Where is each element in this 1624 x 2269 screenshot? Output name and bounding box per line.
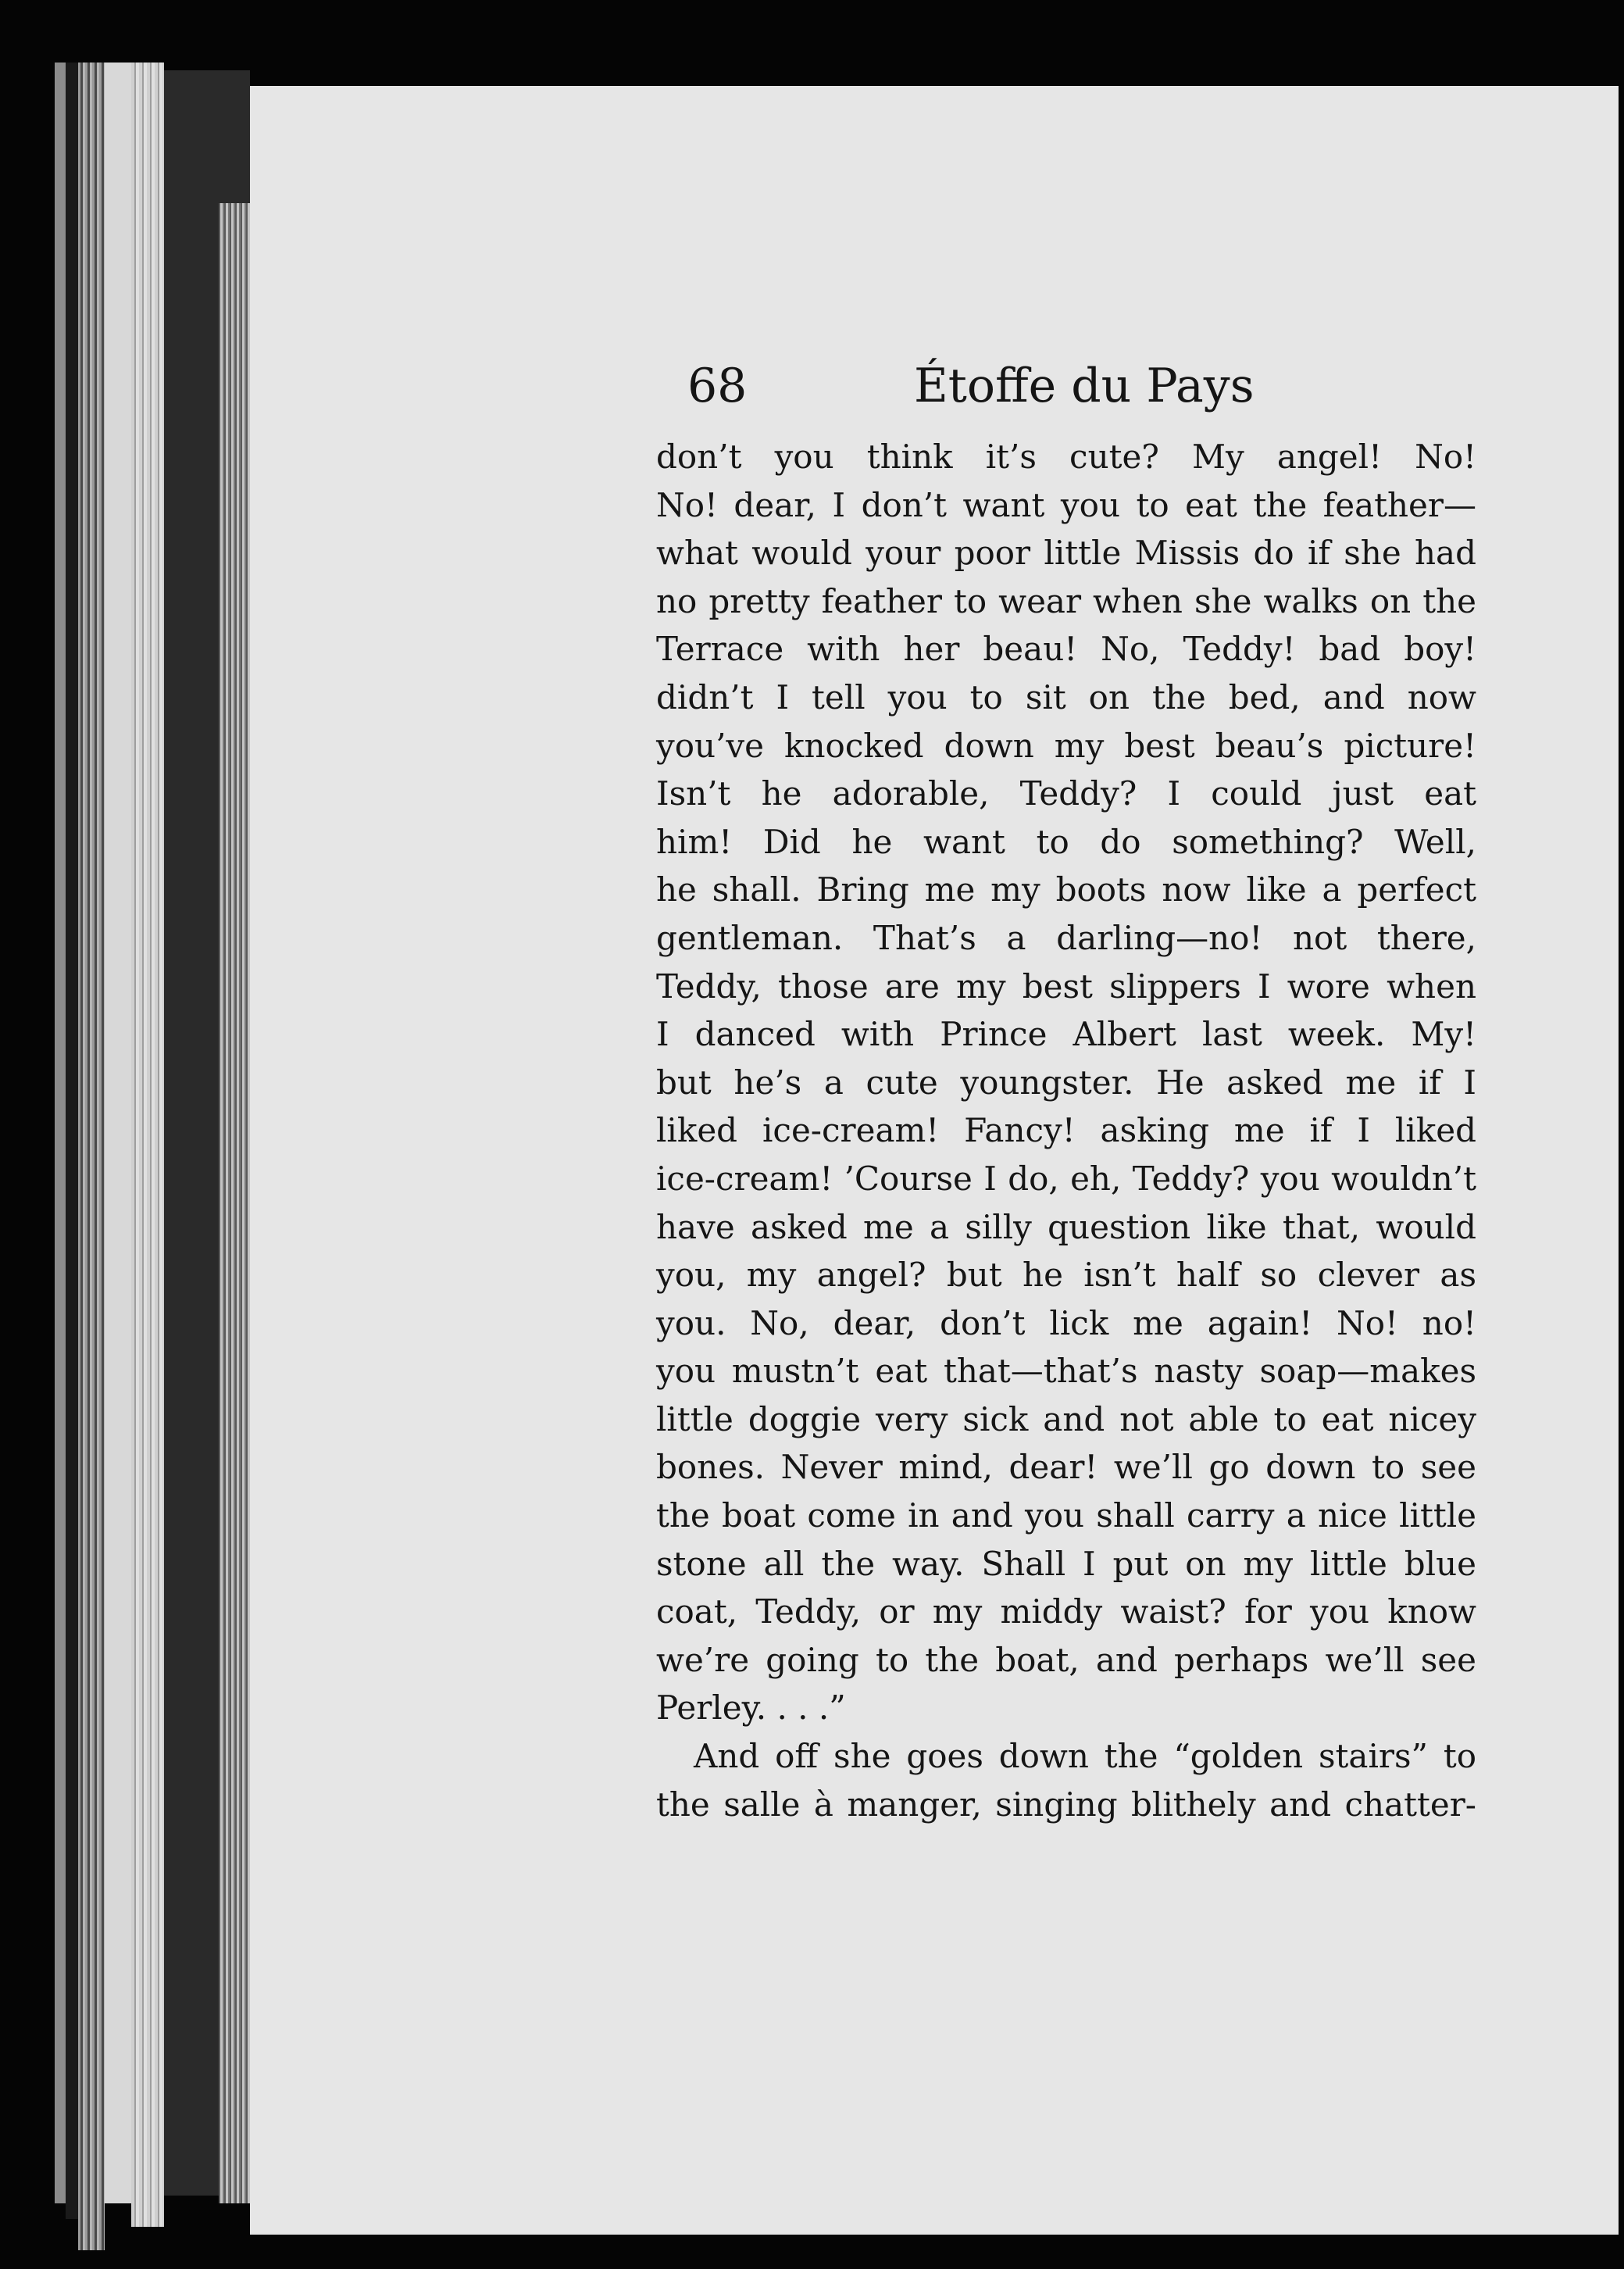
text-line: Teddy, those are my best slippers I wore when <box>656 967 1476 1006</box>
text-line: stone all the way. Shall I put on my little blue <box>656 1544 1476 1583</box>
text-line: he shall. Bring me my boots now like a perfect <box>656 870 1476 909</box>
text-line: the boat come in and you shall carry a nice little <box>656 1496 1476 1535</box>
page-header <box>586 339 1476 433</box>
text-line: ice-cream! ’Course I do, eh, Teddy? you wouldn’t <box>656 1159 1476 1198</box>
text-line: him! Did he want to do something? Well, <box>656 822 1476 861</box>
book-edge <box>105 63 131 2203</box>
text-line: No! dear, I don’t want you to eat the feather— <box>656 485 1476 524</box>
text-line: we’re going to the boat, and perhaps we’ll see <box>656 1640 1476 1679</box>
text-line: Isn’t he adorable, Teddy? I could just eat <box>656 774 1476 813</box>
text-line: you. No, dear, don’t lick me again! No! no! <box>656 1303 1476 1342</box>
text-line: the salle à manger, singing blithely and chatter- <box>656 1785 1476 1824</box>
text-line: you’ve knocked down my best beau’s picture! <box>656 726 1476 765</box>
text-line: what would your poor little Missis do if she had <box>656 534 1476 573</box>
text-line: Terrace with her beau! No, Teddy! bad boy! <box>656 630 1476 669</box>
text-line: no pretty feather to wear when she walks on the <box>656 581 1476 620</box>
page-content <box>586 339 1476 1828</box>
text-line: don’t you think it’s cute? My angel! No! <box>656 438 1476 476</box>
text-line: liked ice-cream! Fancy! asking me if I liked <box>656 1111 1476 1150</box>
text-line: have asked me a silly question like that, would <box>656 1207 1476 1246</box>
text-line: And off she goes down the “golden stairs” to <box>694 1737 1476 1776</box>
text-line: coat, Teddy, or my middy waist? for you know <box>656 1592 1476 1631</box>
running-title: Étoffe du Pays <box>914 359 1255 413</box>
book-edge <box>219 203 250 2203</box>
text-line: you, my angel? but he isn’t half so clever as <box>656 1256 1476 1295</box>
book-page <box>250 86 1619 2235</box>
text-line: bones. Never mind, dear! we’ll go down to see <box>656 1448 1476 1487</box>
text-line: you mustn’t eat that—that’s nasty soap—makes <box>656 1352 1476 1391</box>
book-edge <box>78 63 105 2250</box>
text-line: but he’s a cute youngster. He asked me if I <box>656 1063 1476 1102</box>
book-edge <box>131 63 164 2227</box>
text-line: little doggie very sick and not able to eat nicey <box>656 1399 1476 1438</box>
book-edge <box>55 63 66 2203</box>
text-line: I danced with Prince Albert last week. My! <box>656 1015 1476 1054</box>
text-line: didn’t I tell you to sit on the bed, and now <box>656 677 1476 716</box>
text-line: Perley. . . .” <box>656 1688 846 1728</box>
body-text <box>586 433 1476 1828</box>
text-line: gentleman. That’s a darling—no! not there, <box>656 918 1476 957</box>
page-number: 68 <box>687 359 748 413</box>
book-edge <box>66 63 78 2219</box>
